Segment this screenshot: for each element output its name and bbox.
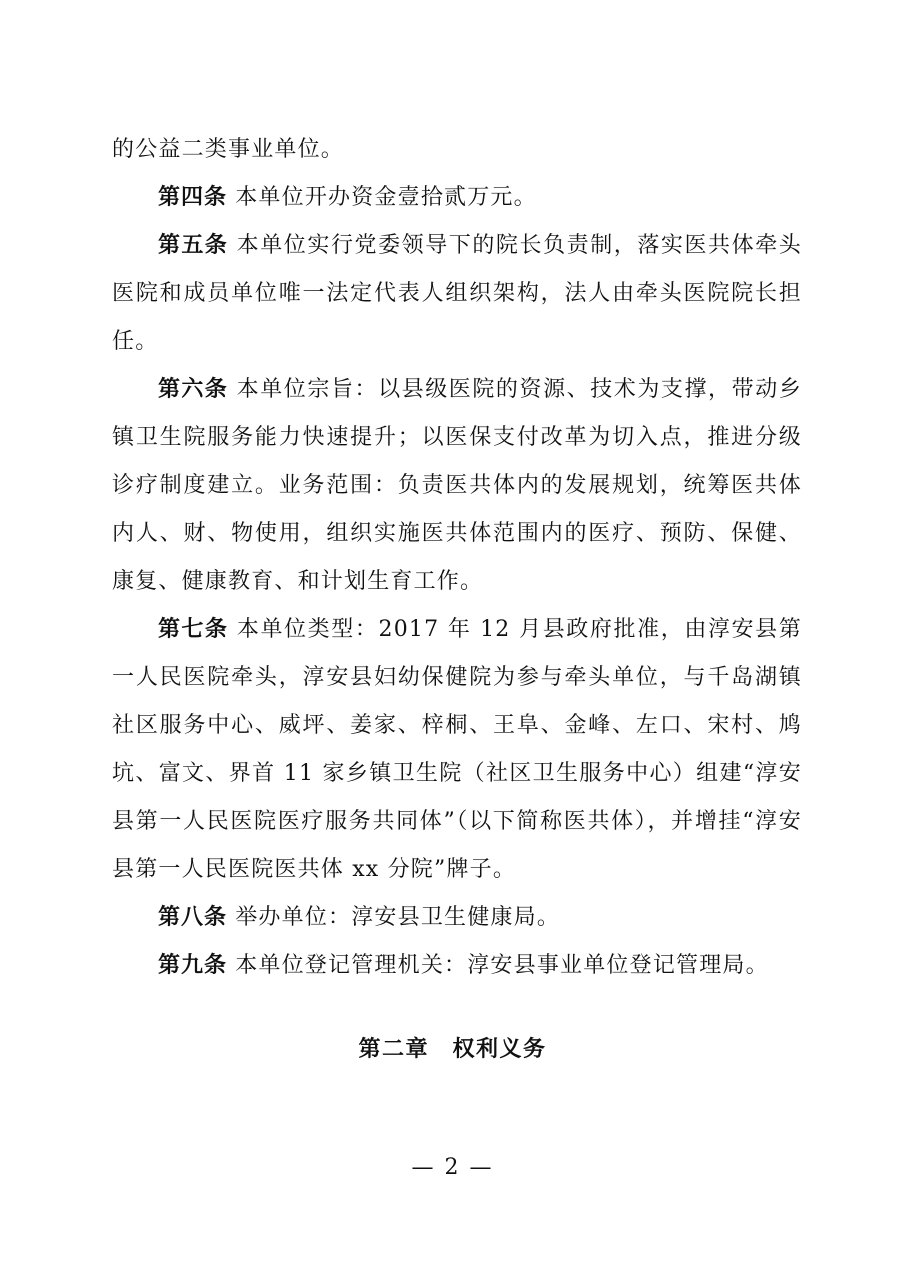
page-number: — 2 — bbox=[411, 1155, 494, 1180]
chapter-title: 第二章 权利义务 bbox=[358, 1037, 547, 1062]
article-text: 本单位类型：2017 年 12 月县政府批准，由淳安县第一人民医院牵头，淳安县妇幼保健院为参与牵头单位，与千岛湖镇社区服务中心、威坪、姜家、梓桐、王阜、金峰、左口、宋村、鸠坑、富文、界首 11 家乡镇卫生院（社区卫生服务中心）组建“淳安县第一人民医院医疗服务共同体”（以下简称医共体），并增挂“淳安县第一人民医院医共体 xx 分院”牌子。 bbox=[112, 617, 802, 882]
article-9 bbox=[112, 942, 802, 990]
article-heading: 第七条 bbox=[158, 617, 229, 642]
paragraph-continuation bbox=[112, 126, 802, 174]
paragraph-text: 的公益二类事业单位。 bbox=[112, 137, 345, 162]
article-7 bbox=[112, 606, 802, 894]
article-heading: 第五条 bbox=[158, 233, 229, 258]
article-heading: 第四条 bbox=[158, 185, 228, 210]
article-8 bbox=[112, 894, 802, 942]
document-body bbox=[112, 126, 802, 990]
article-text: 本单位宗旨：以县级医院的资源、技术为支撑，带动乡镇卫生院服务能力快速提升；以医保支付改革为切入点，推进分级诊疗制度建立。业务范围：负责医共体内的发展规划，统筹医共体内人、财、物使用，组织实施医共体范围内的医疗、预防、保健、康复、健康教育、和计划生育工作。 bbox=[112, 377, 802, 594]
article-text: 本单位登记管理机关：淳安县事业单位登记管理局。 bbox=[235, 953, 769, 978]
article-6 bbox=[112, 366, 802, 606]
article-text: 本单位实行党委领导下的院长负责制，落实医共体牵头医院和成员单位唯一法定代表人组织架构，法人由牵头医院院长担任。 bbox=[112, 233, 802, 354]
article-5 bbox=[112, 222, 802, 366]
article-text: 举办单位：淳安县卫生健康局。 bbox=[235, 905, 561, 930]
article-text: 本单位开办资金壹拾贰万元。 bbox=[235, 185, 537, 210]
article-heading: 第九条 bbox=[158, 953, 228, 978]
article-heading: 第六条 bbox=[158, 377, 229, 402]
article-4 bbox=[112, 174, 802, 222]
article-heading: 第八条 bbox=[158, 905, 228, 930]
